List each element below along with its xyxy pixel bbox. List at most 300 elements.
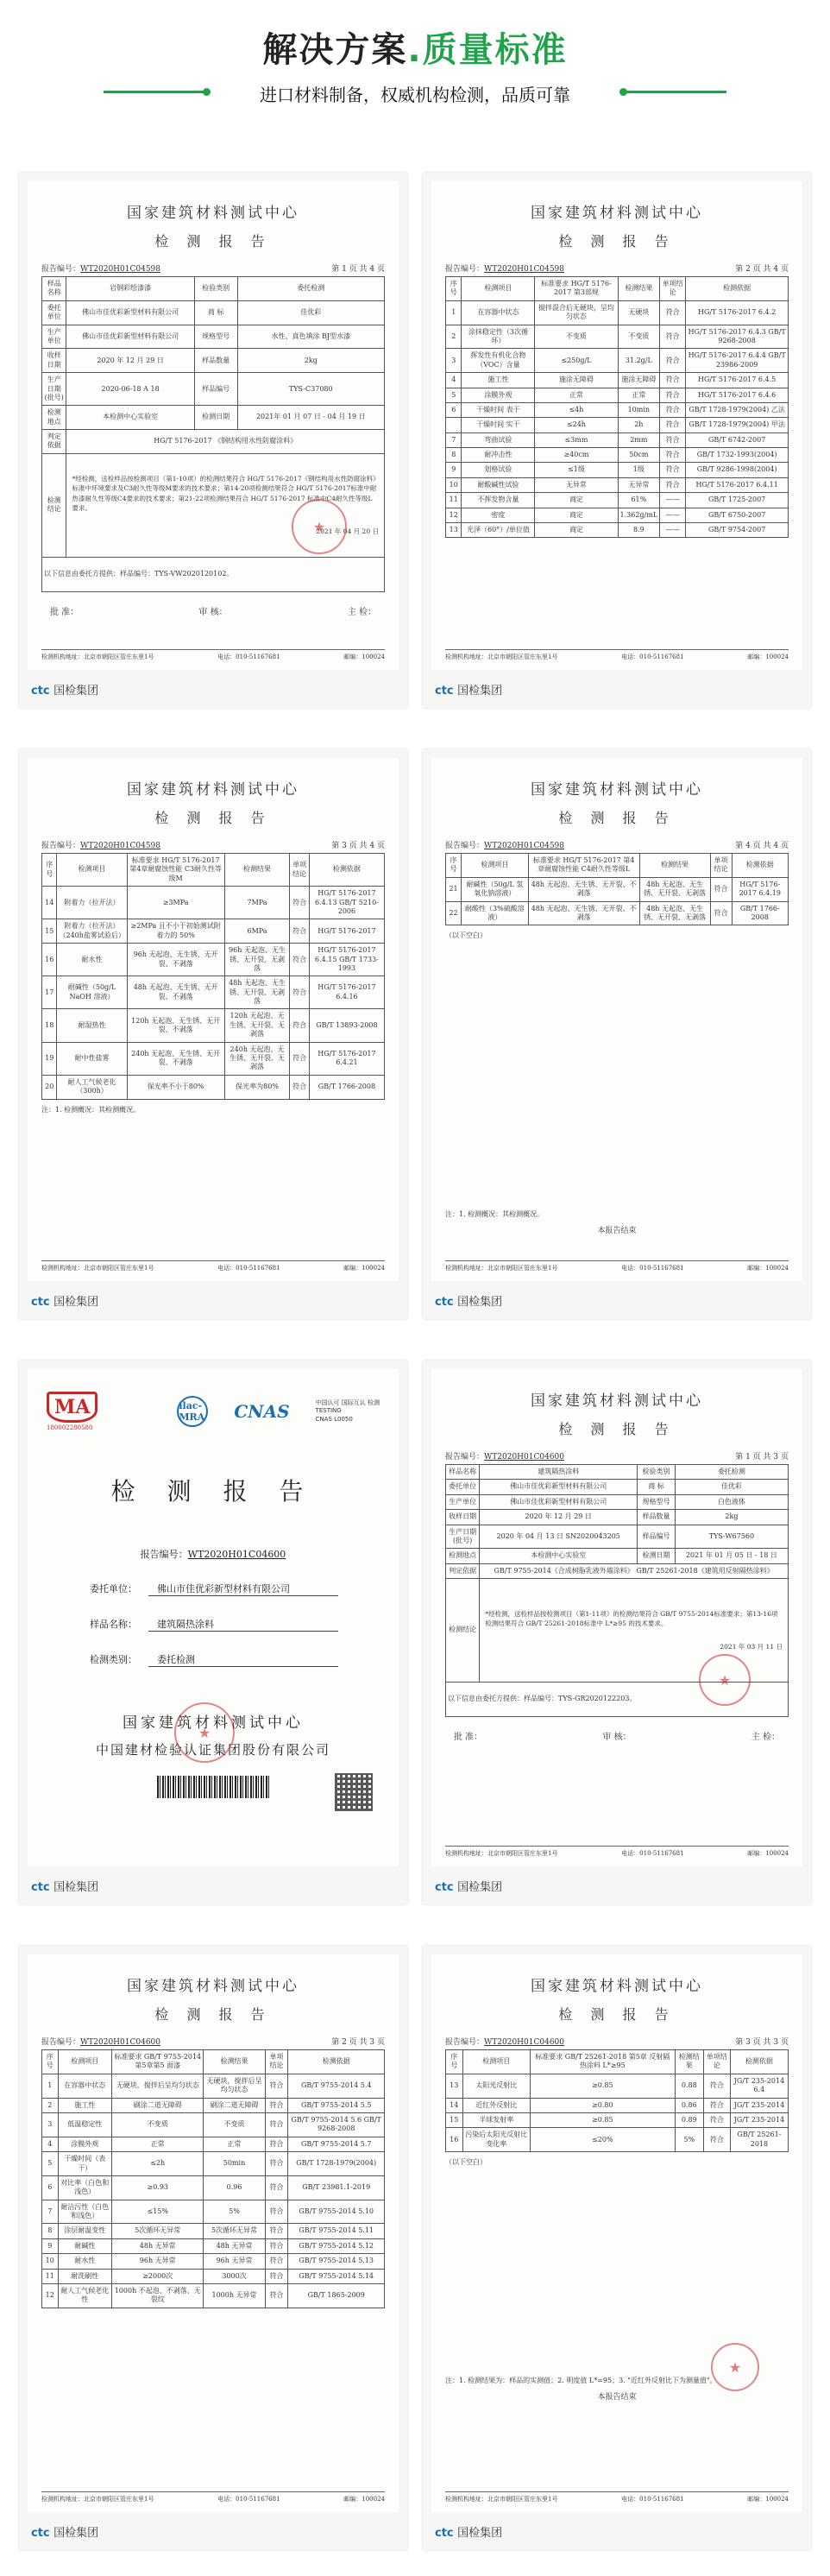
footer-phone: 电话：010-51167681	[217, 1265, 280, 1272]
table-note: 注：1. 检测概况：其检测概况。	[445, 1210, 544, 1219]
table-cell: 在容器中状态	[462, 300, 535, 325]
table-row	[42, 325, 385, 349]
table-cell: ≥0.85	[531, 2074, 676, 2098]
table-cell: GB/T 9755-2014 5.6 GB/T 9268-2008	[288, 2112, 385, 2137]
table-row	[42, 277, 385, 301]
report-page	[431, 1954, 802, 2512]
cover-org: 国家建筑材料测试中心	[123, 1714, 304, 1732]
table-cell: 符合	[290, 944, 310, 976]
report-card-6	[423, 1361, 811, 1904]
review-label: 审 核：	[602, 1733, 632, 1743]
table-cell: 佛山市佳优彩新型材料有限公司	[480, 1480, 638, 1494]
table-row	[446, 432, 789, 447]
cover-field-label: 检测类别：	[90, 1654, 137, 1665]
table-cell: 符合	[660, 349, 686, 373]
table-cell: HG/T 5176-2017 6.4.21	[309, 1042, 384, 1075]
table-cell: 8	[42, 2224, 59, 2238]
conclusion-text: *经检测，送检样品按检测项目（第1-11项）的检测结果符合 GB/T 9755-2014标准要求；第13-16项检测结果符合 GB/T 25261-2018标准中 L*≥95 的技术要求。	[485, 1609, 778, 1627]
report-card-3	[19, 749, 407, 1319]
table-cell: HG/T 5176-2017 6.4.11	[686, 477, 789, 492]
table-cell: 检测结果	[675, 2050, 703, 2074]
table-cell: 96h 无异常	[204, 2254, 265, 2269]
table-cell: 120h 无起泡、无生锈、无开裂、无剥落	[224, 1009, 290, 1042]
table-cell: 符合	[660, 432, 686, 447]
table-cell: 白色液体	[675, 1494, 788, 1509]
ctc-logo-text: 国检集团	[457, 685, 503, 698]
table-row	[446, 1563, 789, 1578]
report-number-label: 报告编号：	[41, 2038, 81, 2047]
table-cell: 14	[446, 2098, 463, 2112]
table-cell: GB/T 1728-1979(2004)	[288, 2152, 385, 2176]
page-footer	[41, 2491, 385, 2503]
table-row	[446, 2074, 789, 2098]
table-cell: 施涂无障碍	[618, 373, 660, 388]
table-cell: 耐人工气候老化（300h）	[57, 1075, 127, 1099]
org-name: 国家建筑材料测试中心	[127, 1978, 299, 1995]
page-indicator: 第 2 页 共 4 页	[735, 265, 789, 274]
hero-title-part1: 解决方案	[262, 30, 408, 70]
report-number: WT2020H01C04598	[80, 842, 160, 850]
ctc-logo	[435, 1292, 502, 1309]
blank-note: （以下空白）	[445, 931, 487, 940]
table-cell: 无硬块	[618, 300, 660, 325]
table-cell: 符合	[660, 402, 686, 417]
org-name: 国家建筑材料测试中心	[531, 781, 703, 799]
cover-number-label: 报告编号：	[140, 1549, 188, 1560]
page-indicator: 第 3 页 共 3 页	[735, 2038, 789, 2047]
table-cell: 样品名称	[446, 1465, 480, 1480]
table-cell: 17	[42, 976, 57, 1009]
table-cell: ≤15%	[112, 2200, 204, 2224]
table-cell: ——	[660, 493, 686, 508]
conclusion-text: *经检测，送检样品按检测项目（第1-10项）的检测结果符合 HG/T 5176-2017《钢结构用水性防腐涂料》标准中环境要求及C3耐久性等级M要求的技术要求；第14-20项检测结果符合 HG/T 5176-2017标准中耐热漆耐久性等级C4要求的技术要求；第21-22项检测结果符合 HG/T 5176-2017 标准中C4耐久性等级L要求。	[72, 475, 377, 512]
report-number: WT2020H01C04598	[484, 265, 564, 274]
report-page	[431, 758, 802, 1281]
table-cell: GB/T 9754-2007	[686, 523, 789, 538]
table-cell: 单项结论	[265, 2050, 288, 2074]
table-cell: GB/T 1728-1979(2004) 甲法	[686, 418, 789, 432]
table-note: 注：1. 检测概况：其检测概况。	[41, 1105, 141, 1114]
table-cell: GB/T 9755-2014 5.7	[288, 2137, 385, 2151]
table-row	[446, 877, 789, 901]
table-cell: 耐酸碱性试验	[462, 477, 535, 492]
table-cell: 16	[42, 944, 57, 976]
table-cell: 符合	[703, 2098, 730, 2112]
table-cell: 判定依据	[42, 430, 66, 454]
table-cell: 收样日期	[446, 1510, 480, 1525]
table-cell: 佛山市佳优彩新型材料有限公司	[66, 325, 194, 349]
table-header-row	[446, 277, 789, 301]
table-cell: 在容器中状态	[58, 2074, 112, 2098]
table-row	[446, 373, 789, 388]
table-cell: 正常	[204, 2137, 265, 2151]
report-end: 本报告结束	[597, 2393, 637, 2402]
ilac-logo: ilac-MRA	[177, 1396, 208, 1427]
table-cell: 序号	[446, 854, 462, 878]
table-header-row	[446, 854, 789, 878]
table-cell: 0.96	[204, 2175, 265, 2200]
table-cell: GB/T 9755-2014 5.14	[288, 2269, 385, 2283]
table-header-row	[446, 2050, 789, 2074]
table-cell: 检测依据	[686, 277, 789, 301]
table-cell: 符合	[710, 877, 732, 901]
table-row	[42, 919, 385, 944]
table-cell: 14	[42, 887, 57, 919]
hero-subtitle: 进口材料制备，权威机构检测，品质可靠	[260, 85, 570, 105]
table-note: 注：1. 检测结果为：样品的实测值；2. 明度值 L*=95；3. "近红外反射比下为测量值"。	[445, 2377, 717, 2385]
ctc-logo	[31, 2523, 98, 2540]
ctc-logo	[435, 1878, 502, 1894]
table-cell: 2	[42, 2098, 59, 2112]
results-table	[41, 853, 385, 1100]
table-cell: GB/T 9755-2014 5.10	[288, 2200, 385, 2224]
report-title: 检 测 报 告	[154, 2006, 272, 2023]
hero-title-sep: .	[407, 30, 423, 70]
table-cell: 无异常	[618, 477, 660, 492]
table-cell: ≥2000次	[112, 2269, 204, 2283]
table-cell: 4	[446, 373, 462, 388]
table-cell: 5次循环无异常	[204, 2224, 265, 2238]
table-cell: 48h 无起泡、无生锈、无开裂、无剥落	[224, 976, 290, 1009]
org-name: 国家建筑材料测试中心	[531, 1978, 703, 1995]
table-cell: 48h 无起泡、无生锈、无开裂、不剥落	[528, 901, 639, 925]
table-cell: 佛山市佳优彩新型材料有限公司	[66, 300, 194, 325]
table-cell: 标准要求 HG/T 5176-2017 第4章耐腐蚀性能 C4耐久性等级L	[528, 854, 639, 878]
table-row	[446, 477, 789, 492]
table-cell: ≥3MPa	[127, 887, 224, 919]
ctc-logo-mark: ctc	[31, 685, 50, 698]
table-cell: JG/T 235-2014	[730, 2112, 788, 2127]
table-cell: 干燥时间 实干	[462, 418, 535, 432]
table-row	[42, 349, 385, 373]
table-cell: 序号	[446, 277, 462, 301]
table-cell: 耐碱性（50g/L NaOH 溶液）	[57, 976, 127, 1009]
table-cell: 本检测中心实验室	[66, 406, 194, 430]
ctc-logo	[31, 681, 98, 698]
report-number: WT2020H01C04600	[80, 2038, 160, 2047]
table-cell: ≥0.85	[531, 2112, 676, 2127]
cover-field-value: 委托检测	[148, 1652, 338, 1667]
table-cell: 符合	[265, 2238, 288, 2253]
table-row	[42, 1009, 385, 1042]
table-cell: 符合	[660, 373, 686, 388]
table-cell: 建筑隔热涂料	[480, 1465, 638, 1480]
cnas-en: TESTING	[315, 1407, 342, 1415]
table-cell: GB/T 1725-2007	[686, 493, 789, 508]
table-row	[42, 2074, 385, 2098]
cnas-number: CNAS L0050	[315, 1415, 353, 1423]
table-cell: 判定依据	[446, 1563, 480, 1578]
table-row	[446, 2112, 789, 2127]
footer-phone: 电话：010-51167681	[621, 2496, 684, 2503]
table-cell: 委托检测	[675, 1465, 788, 1480]
signature-row	[454, 1729, 780, 1742]
table-cell: 不变质	[535, 325, 618, 349]
table-cell: 无硬块，搅拌后呈均匀状态	[112, 2074, 204, 2098]
table-cell	[446, 418, 462, 432]
footer-postcode: 邮编：100024	[747, 1850, 789, 1857]
table-cell: 单项结论	[660, 277, 686, 301]
table-cell: 2h	[618, 418, 660, 432]
table-cell: 2mm	[618, 432, 660, 447]
hero-title-part2: 质量标准	[422, 30, 568, 70]
table-row	[446, 523, 789, 538]
table-cell: 不变质	[618, 325, 660, 349]
table-cell: 低温稳定性	[58, 2112, 112, 2137]
ctc-logo-mark: ctc	[435, 2527, 454, 2540]
table-cell: 施工性	[462, 373, 535, 388]
table-cell: 3	[42, 2112, 59, 2137]
table-cell: 0.88	[675, 2074, 703, 2098]
page-indicator: 第 1 页 共 3 页	[735, 1453, 789, 1462]
table-cell: 检测项目	[462, 854, 529, 878]
table-cell: ——	[660, 508, 686, 522]
seal-stamp	[711, 2343, 759, 2391]
table-row	[446, 300, 789, 325]
report-card-8	[423, 1946, 811, 2550]
table-cell: 3000次	[204, 2269, 265, 2283]
hero-banner	[0, 0, 830, 121]
table-row	[42, 2238, 385, 2253]
report-end: 本报告结束	[597, 1227, 637, 1236]
table-row	[446, 463, 789, 477]
table-cell: 不变质	[112, 2112, 204, 2137]
table-cell: 检测项目	[462, 2050, 531, 2074]
footer-postcode: 邮编：100024	[343, 2496, 385, 2503]
table-cell: 检测结果	[204, 2050, 265, 2074]
table-cell: 施工性	[58, 2098, 112, 2112]
table-cell: 4	[42, 2137, 59, 2151]
table-cell: 标准要求 GB/T 25261-2018 第5章 反射隔热涂料 L*≥95	[531, 2050, 676, 2074]
table-cell: 近红外反射比	[462, 2098, 531, 2112]
table-cell: HG/T 5176-2017 6.4.16	[309, 976, 384, 1009]
table-cell: 3	[446, 349, 462, 373]
table-cell: 刷涂二道无障碍	[204, 2098, 265, 2112]
table-cell: 佳优彩	[237, 300, 384, 325]
table-row	[446, 901, 789, 925]
ctc-logo-mark: ctc	[31, 1296, 50, 1309]
table-cell: 划格试验	[462, 463, 535, 477]
table-cell: GB/T 9286-1998(2004)	[686, 463, 789, 477]
page-footer	[445, 2491, 789, 2503]
table-cell: 保光率为80%	[224, 1075, 290, 1099]
table-cell: 48h 无异常	[112, 2238, 204, 2253]
conclusion-date: 2021 年 04 月 20 日	[316, 527, 379, 536]
table-cell: 检测结果	[639, 854, 710, 878]
table-cell: 2021 年 01 月 05 日 - 18 日	[675, 1549, 788, 1563]
report-cover	[28, 1369, 399, 1866]
table-cell: ≤4h	[535, 402, 618, 417]
table-cell: GB/T 1728-1979(2004) 乙法	[686, 402, 789, 417]
table-cell: 半球发射率	[462, 2112, 531, 2127]
page-footer	[445, 649, 789, 661]
table-cell: 8.9	[618, 523, 660, 538]
table-header-row	[42, 854, 385, 887]
table-cell: 7	[42, 2200, 59, 2224]
signature-row	[50, 604, 376, 617]
table-cell: 规格型号	[638, 1494, 676, 1509]
table-cell: 样品数量	[194, 349, 237, 373]
table-cell: 耐中性盐雾	[57, 1042, 127, 1075]
report-number: WT2020H01C04598	[80, 265, 160, 274]
table-cell: 符合	[265, 2284, 288, 2308]
table-cell: 符合	[703, 2112, 730, 2127]
table-cell: 7MPa	[224, 887, 290, 919]
table-cell: 耐湿热性	[57, 1009, 127, 1042]
table-cell: 0.89	[675, 2112, 703, 2127]
cover-field-label: 委托单位：	[90, 1583, 137, 1594]
table-cell: 符合	[265, 2269, 288, 2283]
table-cell: 符合	[265, 2175, 288, 2200]
table-cell: 9	[446, 463, 462, 477]
table-cell: 96h 无起泡、无生锈、无开裂、不剥落	[127, 944, 224, 976]
ctc-logo	[31, 1292, 98, 1309]
table-cell: 密度	[462, 508, 535, 522]
table-cell: 标准要求 GB/T 9755-2014 第5章第5 面漆	[112, 2050, 204, 2074]
ctc-logo-text: 国检集团	[53, 1881, 99, 1894]
table-cell: GB/T 9755-2014 5.13	[288, 2254, 385, 2269]
report-page	[28, 758, 399, 1281]
table-cell: 水性、真色填涂 BJ型水漆	[237, 325, 384, 349]
ctc-logo-mark: ctc	[435, 1881, 454, 1894]
ctc-logo-text: 国检集团	[53, 685, 99, 698]
table-cell: HG/T 5176-2017 6.4.13 GB/T 5210-2006	[309, 887, 384, 919]
report-number-row	[445, 2036, 789, 2047]
footer-phone: 电话：010-51167681	[217, 2496, 280, 2503]
table-cell: 符合	[703, 2128, 730, 2152]
table-cell: 7	[446, 432, 462, 447]
table-row	[42, 406, 385, 430]
table-cell: 2020-06-18 A 18	[66, 373, 194, 406]
table-cell: HG/T 5176-2017 6.4.5	[686, 373, 789, 388]
ctc-logo-mark: ctc	[31, 2527, 50, 2540]
table-cell: HG/T 5176-2017 6.4.3 GB/T 9268-2008	[686, 325, 789, 349]
table-cell: 15	[446, 2112, 463, 2127]
table-cell: 委托单位	[446, 1480, 480, 1494]
table-cell: 48h 无起泡、无生锈、无开裂、无剥落	[639, 901, 710, 925]
table-cell: 耐水性	[58, 2254, 112, 2269]
cma-number: 180002280580	[47, 1424, 93, 1431]
ctc-logo-text: 国检集团	[457, 1881, 503, 1894]
table-cell: 岩钢彩绘漆漆	[66, 277, 194, 301]
table-row	[446, 1510, 789, 1525]
table-cell: 检测依据	[288, 2050, 385, 2074]
table-cell: 符合	[290, 976, 310, 1009]
table-cell: 1.362g/mL	[618, 508, 660, 522]
table-cell: 正常	[535, 388, 618, 402]
approve-label: 批 准：	[454, 1733, 483, 1743]
footer-phone: 电话：010-51167681	[621, 1850, 684, 1857]
table-cell: HG/T 5176-2017 6.4.4 GB/T 23986-2009	[686, 349, 789, 373]
table-cell: 规格型号	[194, 325, 237, 349]
ctc-logo-mark: ctc	[435, 1296, 454, 1309]
table-cell: 检测结果	[618, 277, 660, 301]
table-cell: 13	[446, 523, 462, 538]
table-cell: 污染后太阳光反射比变化率	[462, 2128, 531, 2152]
report-card-7	[19, 1946, 407, 2550]
table-cell: 正常	[112, 2137, 204, 2151]
table-cell: 8	[446, 448, 462, 463]
footer-address: 检测机构地址：北京市朝阳区管庄东里1号	[445, 1850, 558, 1857]
table-cell: 以下信息由委托方提供：样品编号：TYS-GR2020122203。	[446, 1683, 789, 1717]
table-cell: 符合	[290, 887, 310, 919]
page-indicator: 第 1 页 共 4 页	[331, 265, 385, 274]
table-cell: 刷涂二道无障碍	[112, 2098, 204, 2112]
table-cell: 9	[42, 2238, 59, 2253]
table-cell: 1	[42, 2074, 59, 2098]
cert-marks	[47, 1392, 380, 1431]
remark-row	[42, 557, 385, 591]
table-cell: 商 标	[638, 1480, 676, 1494]
table-cell: GB/T 6750-2007	[686, 508, 789, 522]
table-cell: 检测项目	[58, 2050, 112, 2074]
footer-postcode: 邮编：100024	[747, 653, 789, 660]
ctc-logo-mark: ctc	[31, 1881, 50, 1894]
footer-postcode: 邮编：100024	[343, 1265, 385, 1272]
table-cell: 检验类别	[194, 277, 237, 301]
table-cell: 施涂无障碍	[535, 373, 618, 388]
cover-field	[90, 1617, 399, 1632]
report-number: WT2020H01C04600	[484, 2038, 564, 2047]
ctc-logo	[435, 681, 502, 698]
table-cell: 对比率（白色和浅色）	[58, 2175, 112, 2200]
cover-org-2: 中国建材检验认证集团股份有限公司	[95, 1742, 330, 1758]
table-cell: 生产日期(批号)	[446, 1525, 480, 1549]
footer-phone: 电话：010-51167681	[621, 1265, 684, 1272]
table-row	[446, 1549, 789, 1563]
footer-phone: 电话：010-51167681	[621, 653, 684, 660]
table-cell: 挥发性有机化合物（VOC）含量	[462, 349, 535, 373]
table-row	[42, 2284, 385, 2308]
table-row	[42, 2152, 385, 2176]
report-number-row	[41, 2036, 385, 2047]
table-cell: GB/T 13893-2008	[309, 1009, 384, 1042]
table-cell: 收样日期	[42, 349, 66, 373]
table-cell: 检测结果	[224, 854, 290, 887]
report-page	[28, 1954, 399, 2512]
table-cell: 检测日期	[194, 406, 237, 430]
table-cell: 标准要求 HG/T 5176-2017 第4章耐腐蚀性能 C3耐久性等级M	[127, 854, 224, 887]
table-row	[42, 2112, 385, 2137]
table-cell: 搅拌混合后无硬块，呈均匀状态	[535, 300, 618, 325]
footer-phone: 电话：010-51167681	[217, 653, 280, 660]
table-cell: 符合	[290, 919, 310, 944]
table-cell: 委托检测	[237, 277, 384, 301]
report-number-label: 报告编号：	[41, 265, 81, 274]
table-cell: 61%	[618, 493, 660, 508]
cover-number: WT2020H01C04600	[187, 1549, 286, 1560]
report-title: 检 测 报 告	[154, 810, 272, 826]
table-row	[446, 448, 789, 463]
seal-stamp	[174, 1702, 235, 1763]
table-cell: GB/T 9755-2014 5.12	[288, 2238, 385, 2253]
table-cell: 光泽（60°）/单位值	[462, 523, 535, 538]
table-cell: 符合	[660, 388, 686, 402]
table-cell: TYS-C37080	[237, 373, 384, 406]
table-cell: 符合	[290, 1009, 310, 1042]
table-cell: 耐水性	[57, 944, 127, 976]
table-cell: ≤3mm	[535, 432, 618, 447]
table-cell: 240h 无起泡、无生锈、无开裂、不剥落	[127, 1042, 224, 1075]
table-cell: GB/T 9755-2014 5.5	[288, 2098, 385, 2112]
report-number-label: 报告编号：	[41, 842, 81, 850]
page-footer	[41, 1260, 385, 1272]
table-cell: 50cm	[618, 448, 660, 463]
cover-title: 检 测 报 告	[110, 1477, 316, 1506]
table-cell: 耐酸性（3%硫酸溶液）	[462, 901, 529, 925]
table-cell: GB/T 9755-2014 5.4	[288, 2074, 385, 2098]
table-cell: 15	[42, 919, 57, 944]
